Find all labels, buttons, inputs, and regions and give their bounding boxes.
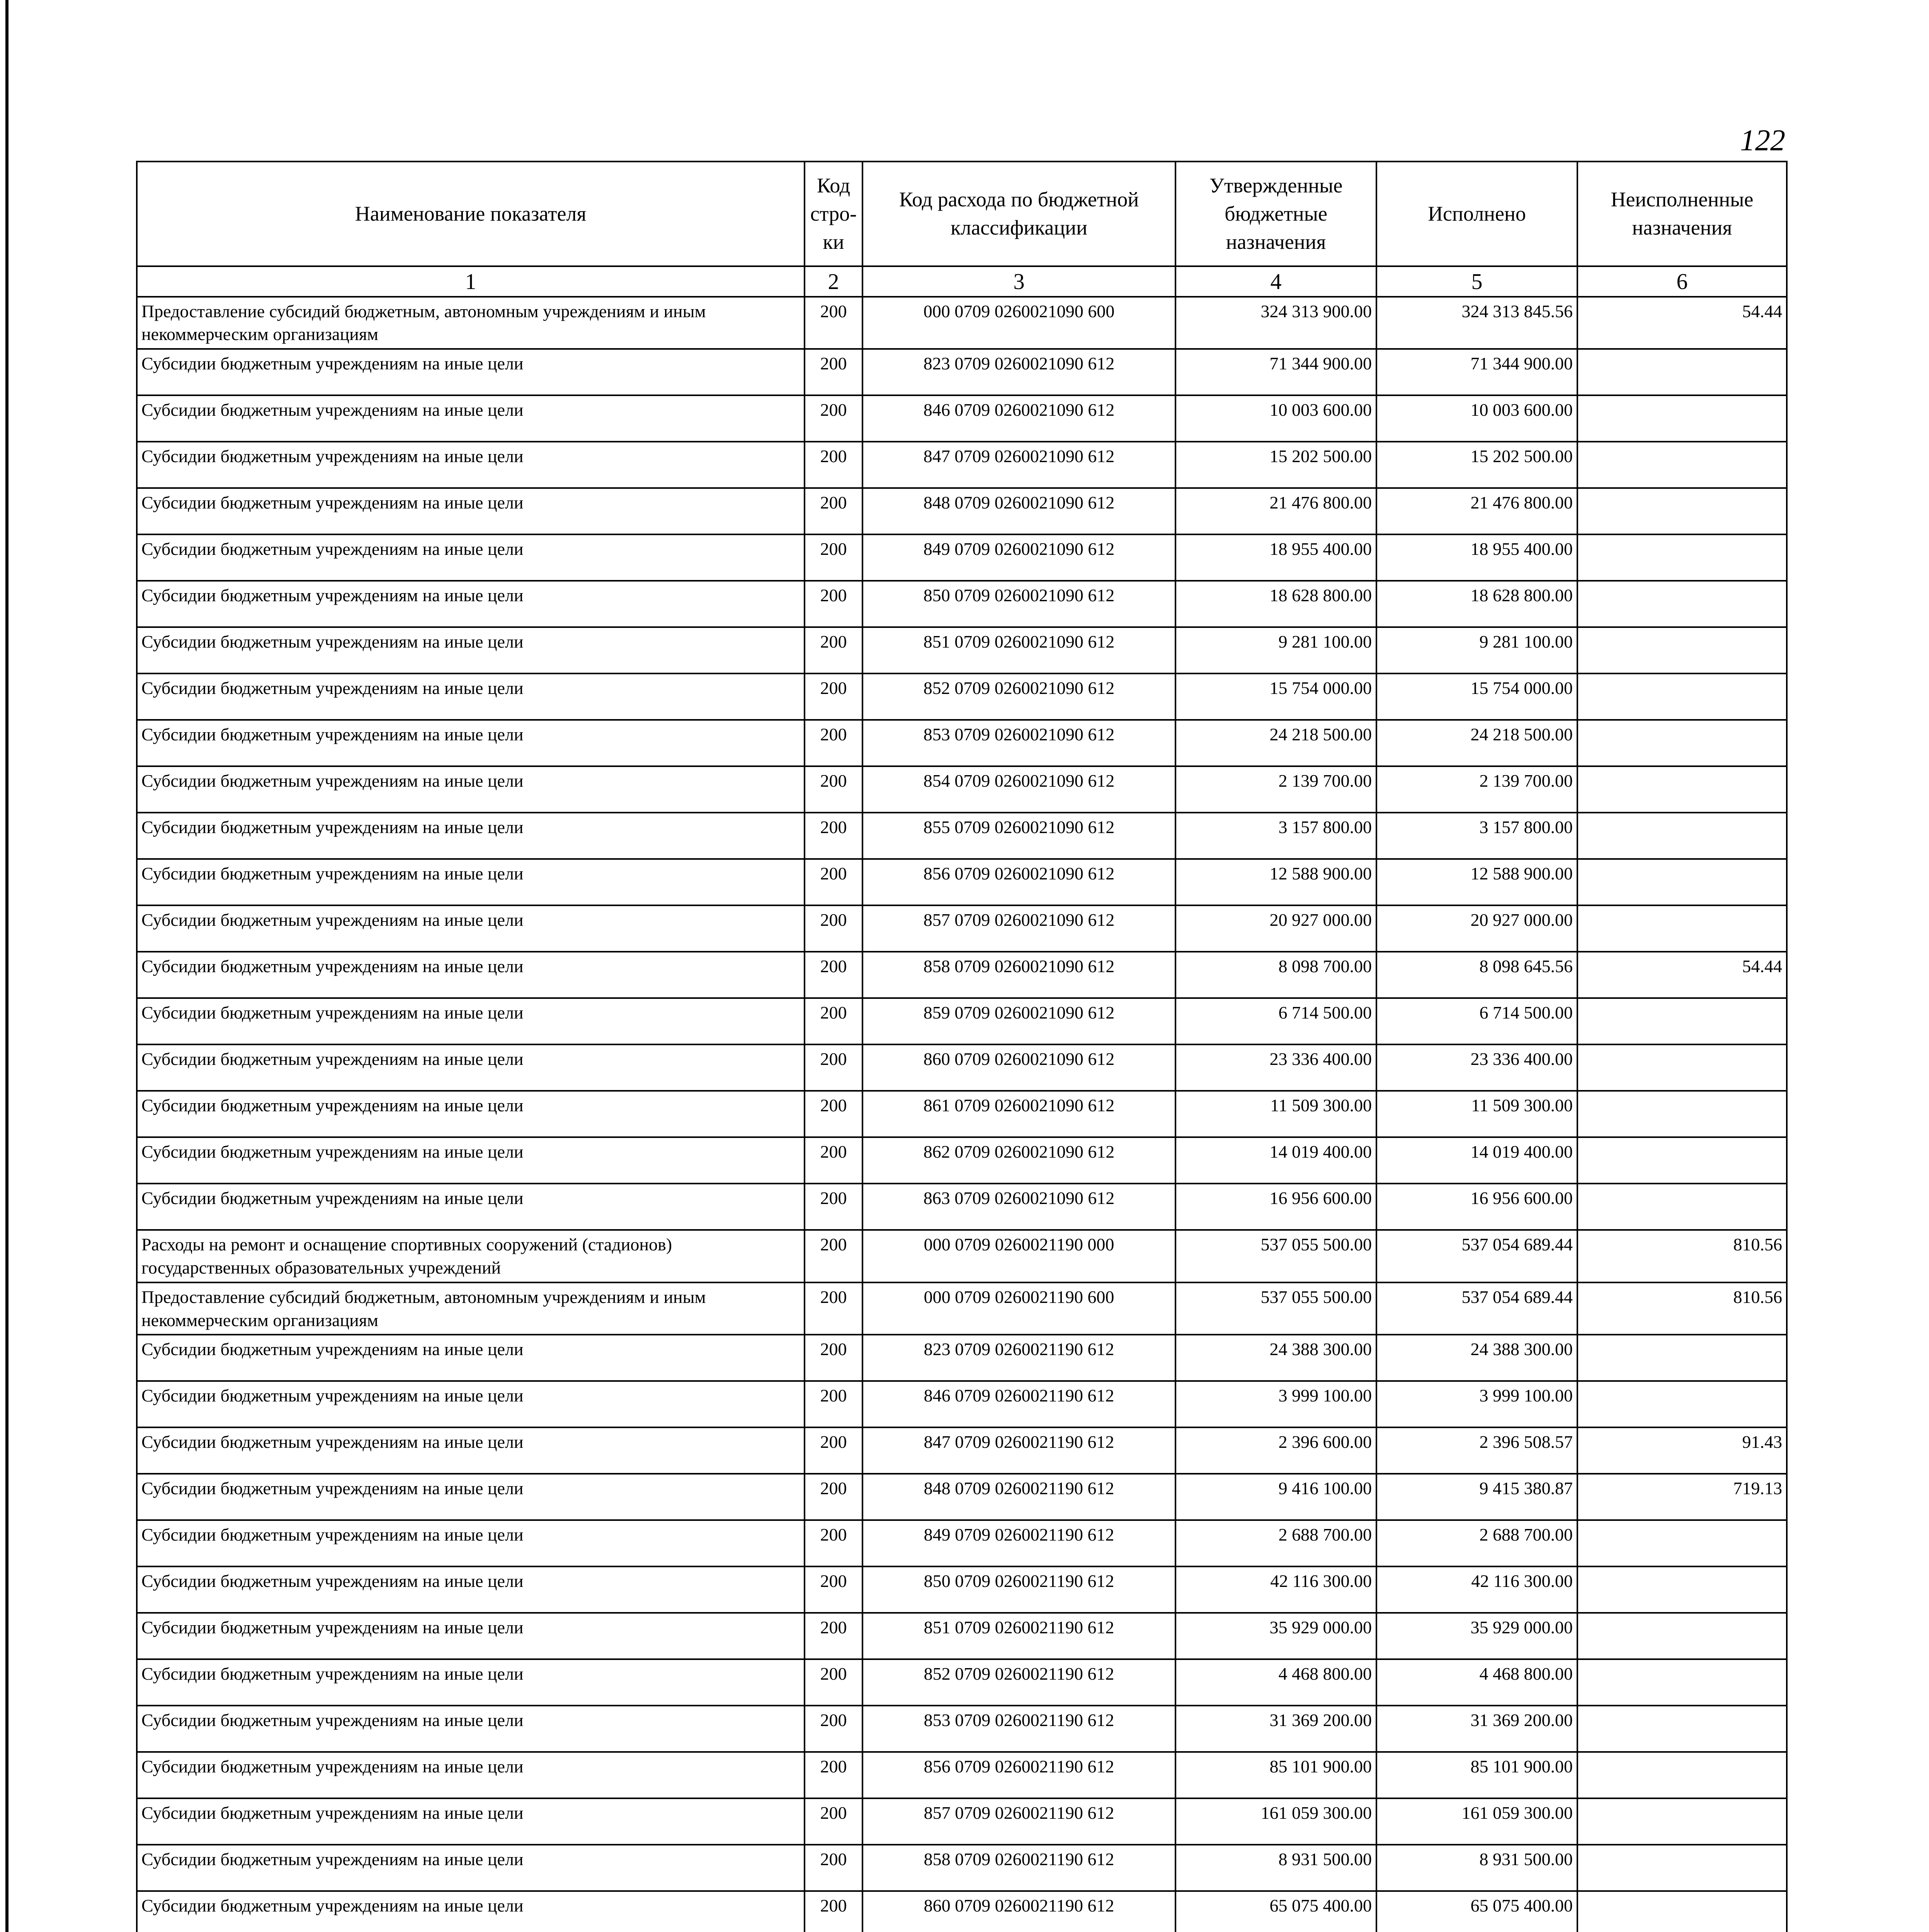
executed-amount-cell: 24 218 500.00 — [1376, 720, 1577, 766]
approved-amount-cell: 8 931 500.00 — [1175, 1845, 1376, 1891]
executed-amount-cell: 10 003 600.00 — [1376, 395, 1577, 442]
executed-amount-cell: 21 476 800.00 — [1376, 488, 1577, 534]
table-row — [137, 1137, 1787, 1184]
line-code-cell: 200 — [805, 349, 862, 395]
expense-code-cell: 847 0709 0260021190 612 — [862, 1427, 1175, 1474]
indicator-name-cell: Субсидии бюджетным учреждениям на иные цели — [137, 1520, 805, 1566]
table-row — [137, 534, 1787, 581]
table-row — [137, 673, 1787, 720]
line-code-cell: 200 — [805, 442, 862, 488]
column-number: 4 — [1175, 266, 1376, 297]
expense-code-cell: 850 0709 0260021190 612 — [862, 1566, 1175, 1613]
expense-code-cell: 851 0709 0260021190 612 — [862, 1613, 1175, 1659]
line-code-cell: 200 — [805, 720, 862, 766]
approved-amount-cell: 9 281 100.00 — [1175, 627, 1376, 673]
indicator-name-cell: Субсидии бюджетным учреждениям на иные цели — [137, 1044, 805, 1091]
line-code-cell: 200 — [805, 627, 862, 673]
table-row — [137, 395, 1787, 442]
unexecuted-amount-cell: 810.56 — [1577, 1230, 1787, 1282]
indicator-name-cell: Субсидии бюджетным учреждениям на иные цели — [137, 1566, 805, 1613]
executed-amount-cell: 3 999 100.00 — [1376, 1381, 1577, 1427]
executed-amount-cell: 18 628 800.00 — [1376, 581, 1577, 627]
expense-code-cell: 856 0709 0260021190 612 — [862, 1752, 1175, 1798]
line-code-cell: 200 — [805, 813, 862, 859]
unexecuted-amount-cell: 91.43 — [1577, 1427, 1787, 1474]
executed-amount-cell: 71 344 900.00 — [1376, 349, 1577, 395]
table-row — [137, 1282, 1787, 1335]
header-line-code: Код стро-ки — [805, 162, 862, 266]
approved-amount-cell: 15 202 500.00 — [1175, 442, 1376, 488]
indicator-name-cell: Субсидии бюджетным учреждениям на иные цели — [137, 1091, 805, 1137]
table-row — [137, 1335, 1787, 1381]
approved-amount-cell: 35 929 000.00 — [1175, 1613, 1376, 1659]
approved-amount-cell: 31 369 200.00 — [1175, 1706, 1376, 1752]
unexecuted-amount-cell — [1577, 1891, 1787, 1932]
line-code-cell: 200 — [805, 395, 862, 442]
indicator-name-cell: Расходы на ремонт и оснащение спортивных сооружений (стадионов) государственных образовательных учреждений — [137, 1230, 805, 1282]
executed-amount-cell: 11 509 300.00 — [1376, 1091, 1577, 1137]
unexecuted-amount-cell — [1577, 1381, 1787, 1427]
unexecuted-amount-cell — [1577, 813, 1787, 859]
header-unexecuted: Неисполненные назначения — [1577, 162, 1787, 266]
executed-amount-cell: 4 468 800.00 — [1376, 1659, 1577, 1706]
unexecuted-amount-cell — [1577, 1091, 1787, 1137]
table-row — [137, 905, 1787, 952]
table-row — [137, 1798, 1787, 1845]
approved-amount-cell: 23 336 400.00 — [1175, 1044, 1376, 1091]
line-code-cell: 200 — [805, 1474, 862, 1520]
indicator-name-cell: Субсидии бюджетным учреждениям на иные цели — [137, 1335, 805, 1381]
table-row — [137, 1752, 1787, 1798]
header-executed: Исполнено — [1376, 162, 1577, 266]
executed-amount-cell: 2 396 508.57 — [1376, 1427, 1577, 1474]
executed-amount-cell: 65 075 400.00 — [1376, 1891, 1577, 1932]
indicator-name-cell: Субсидии бюджетным учреждениям на иные цели — [137, 859, 805, 905]
approved-amount-cell: 537 055 500.00 — [1175, 1282, 1376, 1335]
expense-code-cell: 853 0709 0260021190 612 — [862, 1706, 1175, 1752]
indicator-name-cell: Субсидии бюджетным учреждениям на иные цели — [137, 813, 805, 859]
unexecuted-amount-cell — [1577, 1044, 1787, 1091]
line-code-cell: 200 — [805, 1137, 862, 1184]
indicator-name-cell: Субсидии бюджетным учреждениям на иные цели — [137, 534, 805, 581]
unexecuted-amount-cell — [1577, 442, 1787, 488]
executed-amount-cell: 537 054 689.44 — [1376, 1282, 1577, 1335]
line-code-cell: 200 — [805, 1845, 862, 1891]
expense-code-cell: 823 0709 0260021190 612 — [862, 1335, 1175, 1381]
approved-amount-cell: 12 588 900.00 — [1175, 859, 1376, 905]
executed-amount-cell: 537 054 689.44 — [1376, 1230, 1577, 1282]
unexecuted-amount-cell — [1577, 627, 1787, 673]
unexecuted-amount-cell — [1577, 1659, 1787, 1706]
unexecuted-amount-cell: 810.56 — [1577, 1282, 1787, 1335]
unexecuted-amount-cell: 719.13 — [1577, 1474, 1787, 1520]
column-number: 1 — [137, 266, 805, 297]
executed-amount-cell: 18 955 400.00 — [1376, 534, 1577, 581]
table-row — [137, 627, 1787, 673]
indicator-name-cell: Предоставление субсидий бюджетным, автономным учреждениям и иным некоммерческим организациям — [137, 297, 805, 349]
indicator-name-cell: Субсидии бюджетным учреждениям на иные цели — [137, 1137, 805, 1184]
line-code-cell: 200 — [805, 859, 862, 905]
expense-code-cell: 859 0709 0260021090 612 — [862, 998, 1175, 1044]
approved-amount-cell: 3 999 100.00 — [1175, 1381, 1376, 1427]
line-code-cell: 200 — [805, 1520, 862, 1566]
indicator-name-cell: Предоставление субсидий бюджетным, автономным учреждениям и иным некоммерческим организациям — [137, 1282, 805, 1335]
line-code-cell: 200 — [805, 1335, 862, 1381]
expense-code-cell: 850 0709 0260021090 612 — [862, 581, 1175, 627]
table-row — [137, 859, 1787, 905]
unexecuted-amount-cell — [1577, 1845, 1787, 1891]
indicator-name-cell: Субсидии бюджетным учреждениям на иные цели — [137, 952, 805, 998]
indicator-name-cell: Субсидии бюджетным учреждениям на иные цели — [137, 673, 805, 720]
approved-amount-cell: 161 059 300.00 — [1175, 1798, 1376, 1845]
table-row — [137, 998, 1787, 1044]
executed-amount-cell: 6 714 500.00 — [1376, 998, 1577, 1044]
indicator-name-cell: Субсидии бюджетным учреждениям на иные цели — [137, 442, 805, 488]
table-row — [137, 1381, 1787, 1427]
approved-amount-cell: 18 955 400.00 — [1175, 534, 1376, 581]
column-number: 2 — [805, 266, 862, 297]
unexecuted-amount-cell — [1577, 859, 1787, 905]
expense-code-cell: 849 0709 0260021190 612 — [862, 1520, 1175, 1566]
indicator-name-cell: Субсидии бюджетным учреждениям на иные цели — [137, 1845, 805, 1891]
indicator-name-cell: Субсидии бюджетным учреждениям на иные цели — [137, 488, 805, 534]
expense-code-cell: 854 0709 0260021090 612 — [862, 766, 1175, 813]
indicator-name-cell: Субсидии бюджетным учреждениям на иные цели — [137, 905, 805, 952]
table-row — [137, 813, 1787, 859]
approved-amount-cell: 6 714 500.00 — [1175, 998, 1376, 1044]
executed-amount-cell: 324 313 845.56 — [1376, 297, 1577, 349]
approved-amount-cell: 11 509 300.00 — [1175, 1091, 1376, 1137]
expense-code-cell: 863 0709 0260021090 612 — [862, 1184, 1175, 1230]
approved-amount-cell: 10 003 600.00 — [1175, 395, 1376, 442]
approved-amount-cell: 537 055 500.00 — [1175, 1230, 1376, 1282]
approved-amount-cell: 3 157 800.00 — [1175, 813, 1376, 859]
table-body — [137, 297, 1787, 1932]
line-code-cell: 200 — [805, 1381, 862, 1427]
indicator-name-cell: Субсидии бюджетным учреждениям на иные цели — [137, 1427, 805, 1474]
executed-amount-cell: 9 281 100.00 — [1376, 627, 1577, 673]
line-code-cell: 200 — [805, 488, 862, 534]
line-code-cell: 200 — [805, 297, 862, 349]
table-row — [137, 766, 1787, 813]
line-code-cell: 200 — [805, 1184, 862, 1230]
approved-amount-cell: 9 416 100.00 — [1175, 1474, 1376, 1520]
executed-amount-cell: 8 931 500.00 — [1376, 1845, 1577, 1891]
executed-amount-cell: 20 927 000.00 — [1376, 905, 1577, 952]
line-code-cell: 200 — [805, 1091, 862, 1137]
executed-amount-cell: 23 336 400.00 — [1376, 1044, 1577, 1091]
unexecuted-amount-cell — [1577, 766, 1787, 813]
table-row — [137, 1091, 1787, 1137]
expense-code-cell: 000 0709 0260021190 600 — [862, 1282, 1175, 1335]
indicator-name-cell: Субсидии бюджетным учреждениям на иные цели — [137, 1752, 805, 1798]
unexecuted-amount-cell — [1577, 1706, 1787, 1752]
line-code-cell: 200 — [805, 1891, 862, 1932]
line-code-cell: 200 — [805, 1282, 862, 1335]
table-row — [137, 1427, 1787, 1474]
unexecuted-amount-cell — [1577, 395, 1787, 442]
expense-code-cell: 857 0709 0260021090 612 — [862, 905, 1175, 952]
unexecuted-amount-cell — [1577, 581, 1787, 627]
expense-code-cell: 860 0709 0260021090 612 — [862, 1044, 1175, 1091]
header-approved: Утвержденные бюджетные назначения — [1175, 162, 1376, 266]
approved-amount-cell: 2 396 600.00 — [1175, 1427, 1376, 1474]
indicator-name-cell: Субсидии бюджетным учреждениям на иные цели — [137, 1381, 805, 1427]
indicator-name-cell: Субсидии бюджетным учреждениям на иные цели — [137, 627, 805, 673]
executed-amount-cell: 24 388 300.00 — [1376, 1335, 1577, 1381]
line-code-cell: 200 — [805, 998, 862, 1044]
expense-code-cell: 851 0709 0260021090 612 — [862, 627, 1175, 673]
unexecuted-amount-cell — [1577, 720, 1787, 766]
executed-amount-cell: 15 754 000.00 — [1376, 673, 1577, 720]
expense-code-cell: 856 0709 0260021090 612 — [862, 859, 1175, 905]
line-code-cell: 200 — [805, 1427, 862, 1474]
table-row — [137, 1845, 1787, 1891]
unexecuted-amount-cell — [1577, 1752, 1787, 1798]
executed-amount-cell: 161 059 300.00 — [1376, 1798, 1577, 1845]
line-code-cell: 200 — [805, 1566, 862, 1613]
table-row — [137, 720, 1787, 766]
line-code-cell: 200 — [805, 1230, 862, 1282]
unexecuted-amount-cell — [1577, 673, 1787, 720]
expense-code-cell: 860 0709 0260021190 612 — [862, 1891, 1175, 1932]
approved-amount-cell: 24 388 300.00 — [1175, 1335, 1376, 1381]
indicator-name-cell: Субсидии бюджетным учреждениям на иные цели — [137, 1798, 805, 1845]
unexecuted-amount-cell — [1577, 1798, 1787, 1845]
line-code-cell: 200 — [805, 1706, 862, 1752]
table-row — [137, 1520, 1787, 1566]
executed-amount-cell: 2 688 700.00 — [1376, 1520, 1577, 1566]
approved-amount-cell: 8 098 700.00 — [1175, 952, 1376, 998]
expense-code-cell: 847 0709 0260021090 612 — [862, 442, 1175, 488]
line-code-cell: 200 — [805, 581, 862, 627]
executed-amount-cell: 14 019 400.00 — [1376, 1137, 1577, 1184]
indicator-name-cell: Субсидии бюджетным учреждениям на иные цели — [137, 720, 805, 766]
expense-code-cell: 861 0709 0260021090 612 — [862, 1091, 1175, 1137]
expense-code-cell: 849 0709 0260021090 612 — [862, 534, 1175, 581]
table-row — [137, 1706, 1787, 1752]
unexecuted-amount-cell — [1577, 349, 1787, 395]
expense-code-cell: 000 0709 0260021190 000 — [862, 1230, 1175, 1282]
approved-amount-cell: 2 139 700.00 — [1175, 766, 1376, 813]
approved-amount-cell: 324 313 900.00 — [1175, 297, 1376, 349]
column-number-row — [137, 266, 1787, 297]
unexecuted-amount-cell — [1577, 1613, 1787, 1659]
unexecuted-amount-cell: 54.44 — [1577, 297, 1787, 349]
line-code-cell: 200 — [805, 534, 862, 581]
table-row — [137, 1230, 1787, 1282]
table-row — [137, 1184, 1787, 1230]
table-row — [137, 1566, 1787, 1613]
expense-code-cell: 000 0709 0260021090 600 — [862, 297, 1175, 349]
executed-amount-cell: 85 101 900.00 — [1376, 1752, 1577, 1798]
page-number: 122 — [1740, 123, 1785, 157]
column-number: 6 — [1577, 266, 1787, 297]
table-row — [137, 1891, 1787, 1932]
approved-amount-cell: 18 628 800.00 — [1175, 581, 1376, 627]
unexecuted-amount-cell — [1577, 1184, 1787, 1230]
expense-code-cell: 855 0709 0260021090 612 — [862, 813, 1175, 859]
approved-amount-cell: 14 019 400.00 — [1175, 1137, 1376, 1184]
approved-amount-cell: 4 468 800.00 — [1175, 1659, 1376, 1706]
header-row — [137, 162, 1787, 266]
executed-amount-cell: 16 956 600.00 — [1376, 1184, 1577, 1230]
unexecuted-amount-cell — [1577, 1137, 1787, 1184]
approved-amount-cell: 42 116 300.00 — [1175, 1566, 1376, 1613]
executed-amount-cell: 3 157 800.00 — [1376, 813, 1577, 859]
expense-code-cell: 858 0709 0260021190 612 — [862, 1845, 1175, 1891]
table-row — [137, 297, 1787, 349]
unexecuted-amount-cell: 54.44 — [1577, 952, 1787, 998]
approved-amount-cell: 65 075 400.00 — [1175, 1891, 1376, 1932]
approved-amount-cell: 85 101 900.00 — [1175, 1752, 1376, 1798]
indicator-name-cell: Субсидии бюджетным учреждениям на иные цели — [137, 1184, 805, 1230]
executed-amount-cell: 15 202 500.00 — [1376, 442, 1577, 488]
expense-code-cell: 846 0709 0260021090 612 — [862, 395, 1175, 442]
table-row — [137, 349, 1787, 395]
unexecuted-amount-cell — [1577, 534, 1787, 581]
executed-amount-cell: 42 116 300.00 — [1376, 1566, 1577, 1613]
expense-code-cell: 862 0709 0260021090 612 — [862, 1137, 1175, 1184]
table-row — [137, 1044, 1787, 1091]
indicator-name-cell: Субсидии бюджетным учреждениям на иные цели — [137, 766, 805, 813]
budget-execution-table — [136, 161, 1788, 1932]
indicator-name-cell: Субсидии бюджетным учреждениям на иные цели — [137, 1891, 805, 1932]
expense-code-cell: 848 0709 0260021090 612 — [862, 488, 1175, 534]
approved-amount-cell: 20 927 000.00 — [1175, 905, 1376, 952]
table-row — [137, 952, 1787, 998]
line-code-cell: 200 — [805, 905, 862, 952]
executed-amount-cell: 2 139 700.00 — [1376, 766, 1577, 813]
unexecuted-amount-cell — [1577, 1335, 1787, 1381]
unexecuted-amount-cell — [1577, 1520, 1787, 1566]
line-code-cell: 200 — [805, 766, 862, 813]
column-number: 3 — [862, 266, 1175, 297]
approved-amount-cell: 16 956 600.00 — [1175, 1184, 1376, 1230]
indicator-name-cell: Субсидии бюджетным учреждениям на иные цели — [137, 395, 805, 442]
unexecuted-amount-cell — [1577, 488, 1787, 534]
indicator-name-cell: Субсидии бюджетным учреждениям на иные цели — [137, 1659, 805, 1706]
table-row — [137, 1613, 1787, 1659]
expense-code-cell: 852 0709 0260021090 612 — [862, 673, 1175, 720]
column-number: 5 — [1376, 266, 1577, 297]
line-code-cell: 200 — [805, 952, 862, 998]
line-code-cell: 200 — [805, 1613, 862, 1659]
executed-amount-cell: 8 098 645.56 — [1376, 952, 1577, 998]
expense-code-cell: 823 0709 0260021090 612 — [862, 349, 1175, 395]
table-row — [137, 488, 1787, 534]
expense-code-cell: 858 0709 0260021090 612 — [862, 952, 1175, 998]
executed-amount-cell: 31 369 200.00 — [1376, 1706, 1577, 1752]
table-header — [137, 162, 1787, 297]
approved-amount-cell: 21 476 800.00 — [1175, 488, 1376, 534]
expense-code-cell: 846 0709 0260021190 612 — [862, 1381, 1175, 1427]
line-code-cell: 200 — [805, 673, 862, 720]
indicator-name-cell: Субсидии бюджетным учреждениям на иные цели — [137, 581, 805, 627]
line-code-cell: 200 — [805, 1798, 862, 1845]
approved-amount-cell: 24 218 500.00 — [1175, 720, 1376, 766]
expense-code-cell: 857 0709 0260021190 612 — [862, 1798, 1175, 1845]
table-row — [137, 442, 1787, 488]
line-code-cell: 200 — [805, 1659, 862, 1706]
indicator-name-cell: Субсидии бюджетным учреждениям на иные цели — [137, 1613, 805, 1659]
indicator-name-cell: Субсидии бюджетным учреждениям на иные цели — [137, 1706, 805, 1752]
table-row — [137, 581, 1787, 627]
unexecuted-amount-cell — [1577, 998, 1787, 1044]
table-row — [137, 1474, 1787, 1520]
unexecuted-amount-cell — [1577, 905, 1787, 952]
executed-amount-cell: 12 588 900.00 — [1376, 859, 1577, 905]
line-code-cell: 200 — [805, 1752, 862, 1798]
unexecuted-amount-cell — [1577, 1566, 1787, 1613]
expense-code-cell: 848 0709 0260021190 612 — [862, 1474, 1175, 1520]
indicator-name-cell: Субсидии бюджетным учреждениям на иные цели — [137, 1474, 805, 1520]
header-indicator-name: Наименование показателя — [137, 162, 805, 266]
table-row — [137, 1659, 1787, 1706]
header-expense-code: Код расхода по бюджетной классификации — [862, 162, 1175, 266]
indicator-name-cell: Субсидии бюджетным учреждениям на иные цели — [137, 998, 805, 1044]
indicator-name-cell: Субсидии бюджетным учреждениям на иные цели — [137, 349, 805, 395]
approved-amount-cell: 15 754 000.00 — [1175, 673, 1376, 720]
executed-amount-cell: 9 415 380.87 — [1376, 1474, 1577, 1520]
expense-code-cell: 853 0709 0260021090 612 — [862, 720, 1175, 766]
expense-code-cell: 852 0709 0260021190 612 — [862, 1659, 1175, 1706]
executed-amount-cell: 35 929 000.00 — [1376, 1613, 1577, 1659]
approved-amount-cell: 2 688 700.00 — [1175, 1520, 1376, 1566]
line-code-cell: 200 — [805, 1044, 862, 1091]
approved-amount-cell: 71 344 900.00 — [1175, 349, 1376, 395]
